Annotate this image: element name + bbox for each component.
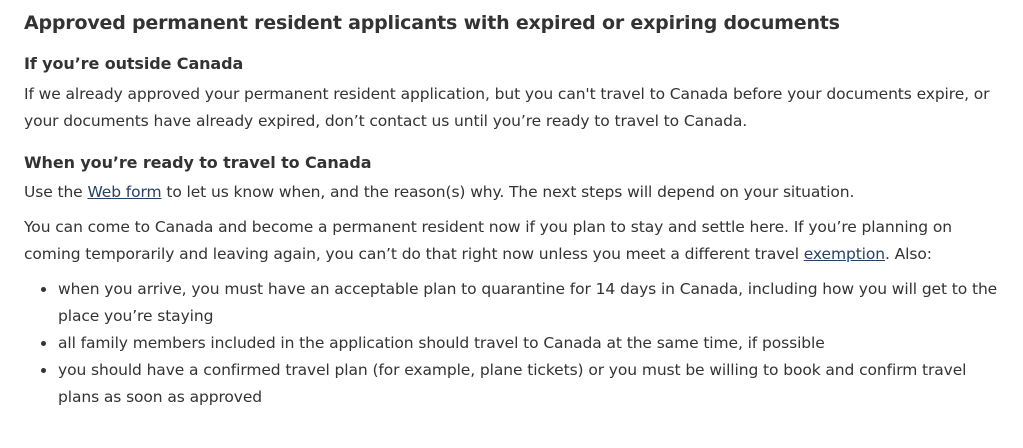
- web-form-paragraph: [24, 179, 1003, 206]
- section-heading: Approved permanent resident applicants with expired or expiring documents: [24, 12, 840, 34]
- list-item: • when you arrive, you must have an acceptable plan to quarantine for 14 days in Canada, including how you will get to the place you’re staying: [57, 276, 1003, 330]
- come-to-canada-text-after: . Also:: [885, 245, 932, 263]
- outside-canada-heading: If you’re outside Canada: [24, 54, 244, 73]
- list-item: • all family members included in the application should travel to Canada at the same time, if possible: [57, 330, 1003, 357]
- list-item: • you should have a confirmed travel plan (for example, plane tickets) or you must be willing to book and confirm travel plans as soon as approved: [57, 357, 1003, 411]
- outside-canada-paragraph: If we already approved your permanent resident application, but you can't travel to Canada before your documents expire, or your documents have already expired, don’t contact us until you’re ready to travel to Canada.: [24, 85, 990, 130]
- web-form-link[interactable]: Web form: [87, 183, 162, 201]
- web-form-text-before: Use the: [24, 183, 88, 201]
- web-form-text-after: to let us know when, and the reason(s) why. The next steps will depend on your situation.: [161, 183, 855, 201]
- come-to-canada-paragraph: [24, 214, 1003, 268]
- requirements-list: [24, 276, 1003, 411]
- come-to-canada-text: You can come to Canada and become a permanent resident now if you plan to stay and settle here. If you’re planning on coming temporarily and leaving again, you can’t do that right now unless you meet a different travel: [24, 218, 952, 263]
- exemption-link[interactable]: exemption: [803, 245, 885, 263]
- ready-to-travel-heading: When you’re ready to travel to Canada: [24, 153, 372, 172]
